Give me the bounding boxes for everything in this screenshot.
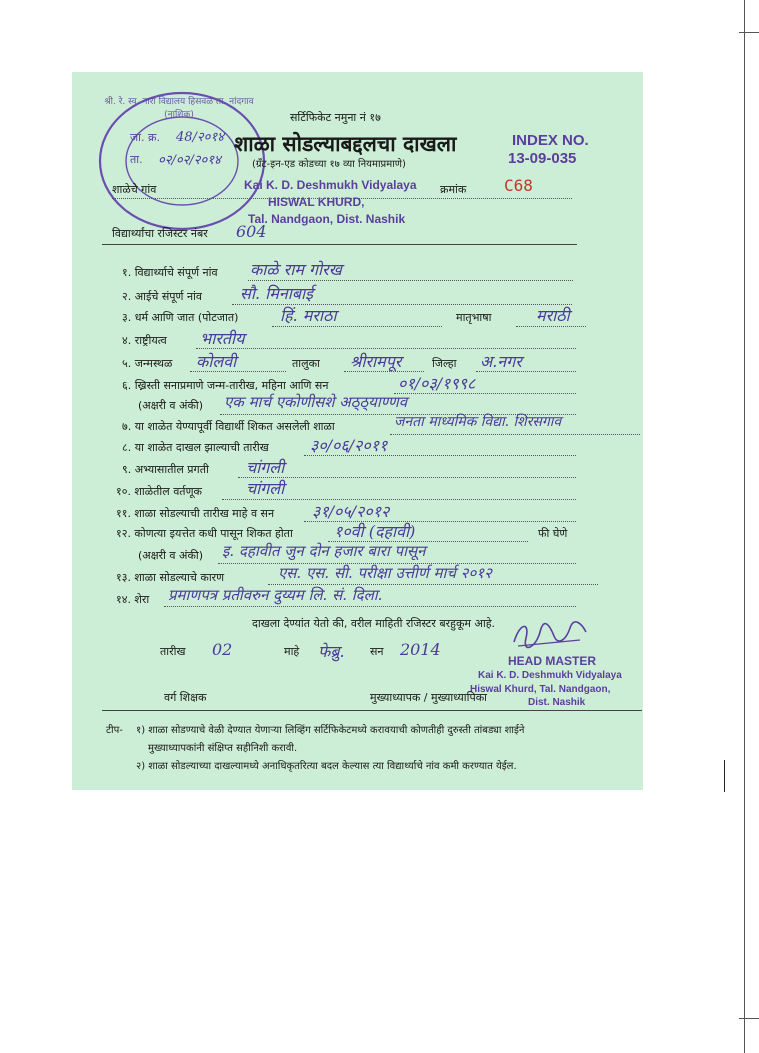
stamp-ring-text: श्री. रे. स्व. नारा विद्यालय हिसवळ ता. नांदगाव (नाशिक)	[104, 97, 254, 120]
stamp-jak-label: जा. क्र.	[130, 131, 160, 144]
note-1-line-2: मुख्याध्यापकांनी संक्षिप्त सहीनिशी करावी.	[148, 743, 298, 754]
issue-month-label: माहे	[284, 645, 300, 658]
field-7-line	[390, 434, 640, 435]
note-prefix: टीप-	[106, 725, 123, 736]
field-10-label: १०. शाळेतील वर्तणूक	[116, 485, 202, 498]
issue-year-value: 2014	[400, 640, 441, 659]
field-3-label: ३. धर्म आणि जात (पोटजात)	[122, 311, 239, 324]
certification-statement: दाखला देण्यांत येतो की, वरील माहिती रजिस्टर बरहुकूम आहे.	[252, 617, 496, 630]
field-14-value: प्रमाणपत्र प्रतीवरुन दुय्यम लि. सं. दिला.	[168, 586, 383, 604]
stamp-date-value: ०२/०२/२०१४	[158, 153, 221, 168]
header-divider	[102, 244, 577, 245]
field-6-value: ०१/०३/१९९८	[398, 374, 476, 393]
kramank-value: C68	[504, 176, 533, 195]
taluka-value: श्रीरामपूर	[350, 352, 402, 371]
field-4-label: ४. राष्ट्रीयत्व	[122, 334, 167, 347]
field-6-label: ६. ख्रिस्ती सनाप्रमाणे जन्म-तारीख, महिना आणि सन	[122, 379, 329, 392]
field-14-label: १४. शेरा	[116, 593, 150, 606]
issue-date-label: तारीख	[160, 645, 186, 658]
head-master-school-line3: Dist. Nashik	[528, 697, 586, 708]
index-number-value: 13-09-035	[508, 150, 577, 167]
district-line	[476, 371, 576, 372]
field-3-line	[272, 326, 442, 327]
field-7-label: ७. या शाळेत येण्यापूर्वी विद्यार्थी शिकत असलेली शाळा	[122, 420, 335, 433]
field-12-words-label: (अक्षरी व अंकी)	[138, 549, 204, 562]
mother-tongue-line	[516, 326, 586, 327]
register-number-value: 604	[236, 222, 267, 241]
district-label: जिल्हा	[432, 357, 457, 370]
mother-tongue-value: मराठी	[536, 306, 570, 325]
school-name-stamp-line2: HISWAL KHURD,	[268, 195, 365, 209]
field-8-line	[304, 455, 576, 456]
field-8-label: ८. या शाळेत दाखल झाल्याची तारीख	[122, 441, 269, 454]
school-village-label: शाळेचे गांव	[112, 183, 157, 196]
field-4-value: भारतीय	[200, 329, 245, 348]
head-master-title: HEAD MASTER	[508, 654, 597, 668]
field-4-line	[196, 348, 576, 349]
head-master-school-line2: Hiswal Khurd, Tal. Nandgaon,	[470, 684, 611, 695]
field-9-value: चांगली	[246, 458, 285, 477]
mother-tongue-label: मातृभाषा	[456, 311, 492, 324]
field-9-label: ९. अभ्यासातील प्रगती	[122, 463, 209, 476]
field-9-line	[238, 477, 576, 478]
field-11-value: ३१/०५/२०१२	[312, 502, 390, 521]
taluka-label: तालुका	[292, 357, 320, 370]
field-12-label: १२. कोणत्या इयत्तेत कधी पासून शिकत होता	[116, 527, 293, 540]
field-8-value: ३०/०६/२०११	[310, 436, 388, 455]
field-14-line	[164, 606, 576, 607]
field-13-label: १३. शाळा सोडल्याचे कारण	[116, 571, 225, 584]
issue-month-value: फेब्रु.	[318, 642, 345, 661]
school-name-stamp-line3: Tal. Nandgaon, Dist. Nashik	[248, 212, 406, 226]
certificate-form-number: सर्टिफिकेट नमुना नं १७	[290, 111, 381, 124]
field-10-value: चांगली	[246, 479, 285, 498]
note-1-line-1: १) शाळा सोडण्याचे वेळी देण्यात येणाऱ्या लिव्हिंग सर्टिफिकेटमध्ये करावयाची कोणतीही दुरुस्ती तांबड्या शाईने	[136, 725, 525, 736]
note-2: २) शाळा सोडल्याच्या दाखल्यामध्ये अनाधिकृतरित्या बदल केल्यास त्या विद्यार्थ्याचे नांव कमी करण्यात येईल.	[136, 761, 517, 772]
certificate-rule: (ग्रँट-इन-एड कोडच्या १७ व्या नियमाप्रमाणे)	[252, 159, 406, 170]
head-master-signature	[510, 618, 590, 652]
register-number-label: विद्यार्थ्यांचा रजिस्टर नंबर	[112, 227, 208, 240]
stamp-date-label: ता.	[130, 153, 143, 166]
field-5-label: ५. जन्मस्थळ	[122, 357, 173, 370]
page-edge-mark	[739, 1018, 759, 1019]
page-edge-line	[744, 0, 745, 1053]
paper-right-edge	[724, 760, 725, 792]
field-10-line	[222, 499, 576, 500]
fee-label: फी घेणे	[538, 527, 568, 540]
issue-year-label: सन	[370, 645, 384, 658]
principal-label: मुख्याध्यापक / मुख्याध्यापिका	[370, 691, 488, 704]
field-1-label: १. विद्यार्थ्याचे संपूर्ण नांव	[122, 266, 218, 279]
field-12-words-value: इ. दहावीत जुन दोन हजार बारा पासून	[222, 542, 426, 560]
index-number-label: INDEX NO.	[512, 132, 589, 149]
class-teacher-label: वर्ग शिक्षक	[164, 691, 207, 704]
field-2-value: सौ. मिनाबाई	[240, 284, 314, 303]
stamp-jak-value: 48/२०१४	[176, 130, 224, 145]
issue-date-value: 02	[212, 640, 233, 659]
kramank-label: क्रमांक	[440, 183, 467, 196]
field-6-words-value: एक मार्च एकोणीसशे अठ्ठ्याण्णव	[224, 393, 408, 411]
head-master-school-line1: Kai K. D. Deshmukh Vidyalaya	[478, 670, 622, 681]
field-12-value: १०वी (दहावी)	[334, 522, 416, 541]
field-13-value: एस. एस. सी. परीक्षा उत्तीर्ण मार्च २०१२	[278, 564, 492, 582]
field-5-line	[190, 371, 286, 372]
field-11-label: ११. शाळा सोडल्याची तारीख माहे व सन	[116, 507, 275, 520]
page-edge-mark	[739, 32, 759, 33]
field-5-value: कोलवी	[196, 352, 237, 371]
leaving-certificate	[72, 72, 643, 790]
footer-divider	[102, 710, 642, 711]
field-3-value: हिं. मराठा	[280, 306, 337, 325]
field-1-line	[248, 280, 573, 281]
district-value: अ.नगर	[480, 352, 522, 371]
certificate-title: शाळा सोडल्याबद्दलचा दाखला	[234, 132, 457, 156]
field-7-value: जनता माध्यमिक विद्या. शिरसगाव	[394, 414, 562, 430]
field-2-label: २. आईचे संपूर्ण नांव	[122, 290, 203, 303]
school-village-line	[112, 198, 572, 199]
field-6-words-label: (अक्षरी व अंकी)	[138, 399, 204, 412]
field-1-value: काळे राम गोरख	[250, 260, 342, 279]
field-6-line	[394, 393, 576, 394]
school-name-stamp-line1: Kai K. D. Deshmukh Vidyalaya	[244, 178, 417, 192]
